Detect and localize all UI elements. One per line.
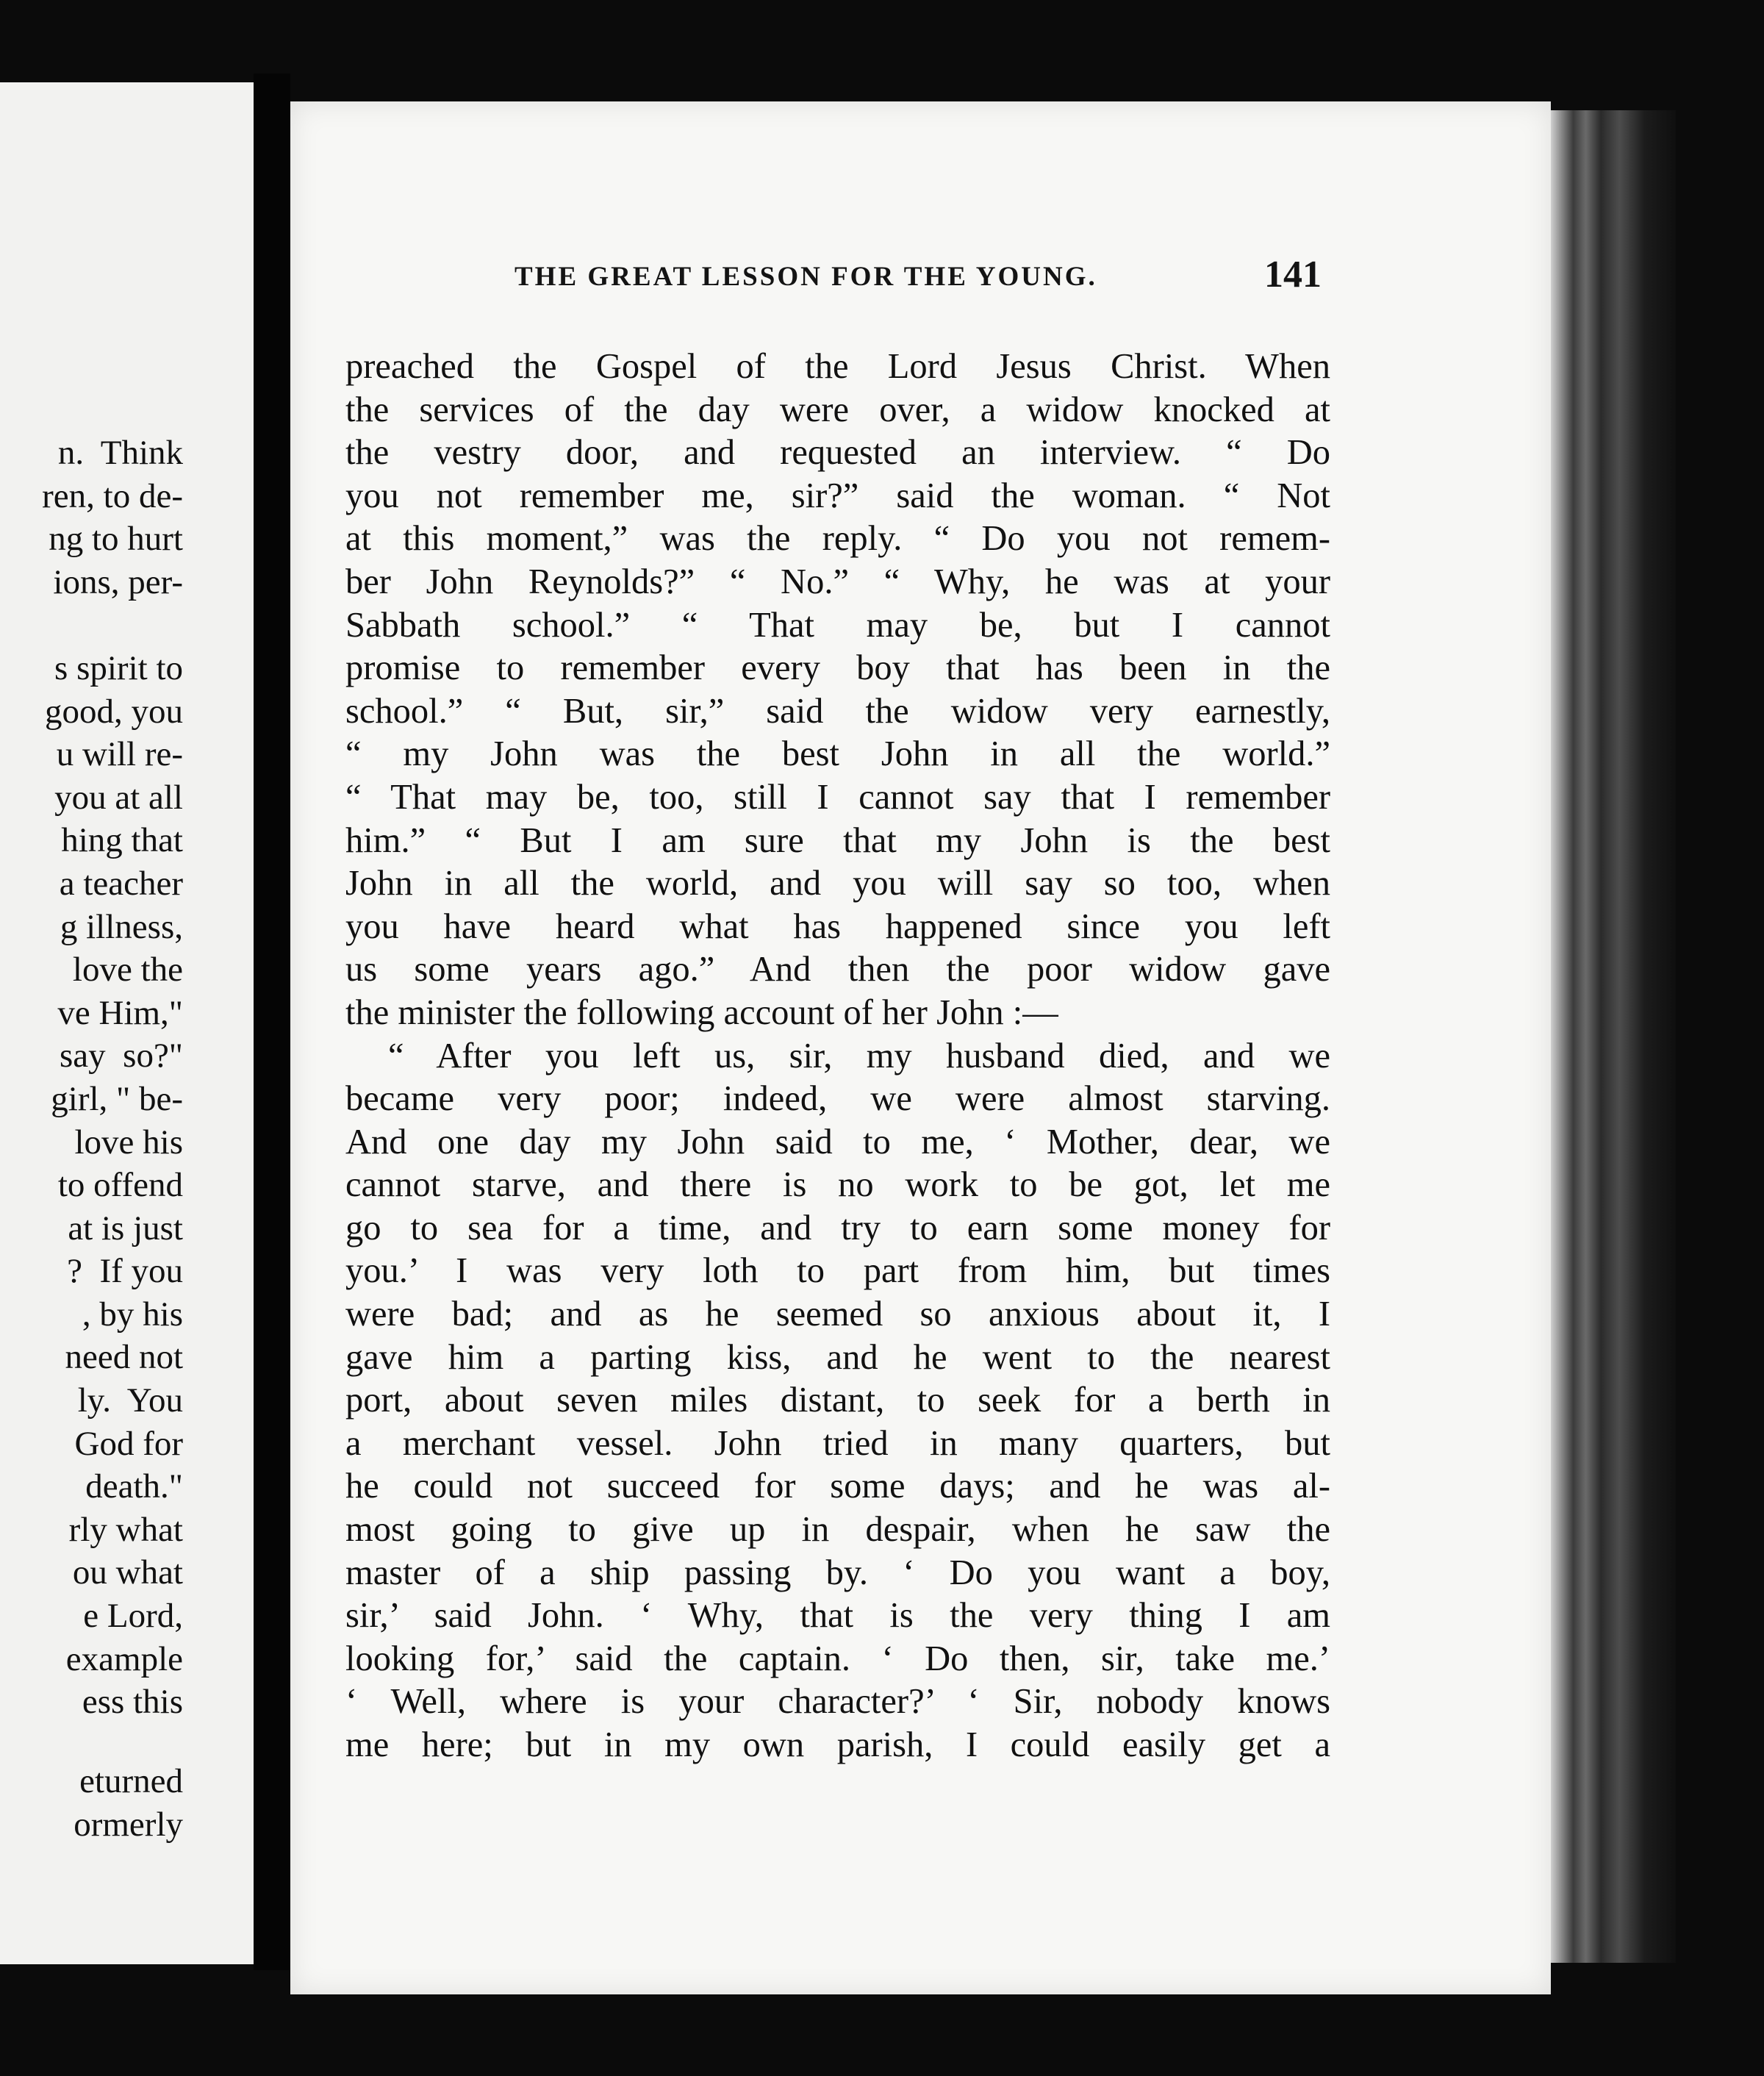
text-line: the services of the day were over, a widow knocked at xyxy=(345,390,1330,429)
text-line: And one day my John said to me, ‘ Mother, dear, we xyxy=(345,1122,1330,1162)
facing-page-text-lower: eturned ormerly xyxy=(74,1762,183,1844)
text-line: ‘ Well, where is your character?’ ‘ Sir, nobody knows xyxy=(345,1682,1330,1722)
text-line: you have heard what has happened since you left xyxy=(345,906,1330,946)
text-line: preached the Gospel of the Lord Jesus Christ. When xyxy=(345,347,1330,386)
page-edge-stack xyxy=(1551,110,1676,1963)
running-head: THE GREAT LESSON FOR THE YOUNG. xyxy=(514,262,1097,292)
text-line: him.” “ But I am sure that my John is the best xyxy=(345,820,1330,860)
text-line: us some years ago.” And then the poor widow gave xyxy=(345,950,1330,989)
facing-page-fragment xyxy=(0,82,255,1964)
text-line: the vestry door, and requested an interview. “ Do xyxy=(345,433,1330,473)
text-line: sir,’ said John. ‘ Why, that is the very thing I am xyxy=(345,1596,1330,1636)
text-line: became very poor; indeed, we were almost starving. xyxy=(345,1079,1330,1119)
facing-page-text-upper: n. Think ren, to de- ng to hurt ions, per- s spirit to good, you u will re- you at all hing that a teacher g illness, love the ve Him," say so?" girl, " be- love his to offend at is just ? If you , by his need not ly. You God for death." rly what ou what e Lord, example ess this xyxy=(42,434,183,1722)
text-line: port, about seven miles distant, to seek for a berth in xyxy=(345,1381,1330,1420)
text-line: the minister the following account of her John :— xyxy=(345,992,1058,1032)
text-line: school.” “ But, sir,” said the widow very earnestly, xyxy=(345,691,1330,731)
text-line: Sabbath school.” “ That may be, but I cannot xyxy=(345,605,1330,645)
text-line: ber John Reynolds?” “ No.” “ Why, he was at your xyxy=(345,562,1330,601)
text-line: looking for,’ said the captain. ‘ Do then, sir, take me.’ xyxy=(345,1639,1330,1678)
body-text xyxy=(345,346,1330,1767)
text-line: “ After you left us, sir, my husband died, and we xyxy=(388,1036,1330,1075)
text-line: most going to give up in despair, when he saw the xyxy=(345,1510,1330,1550)
text-line: gave him a parting kiss, and he went to the nearest xyxy=(345,1337,1330,1377)
page-number: 141 xyxy=(1264,254,1322,296)
text-line: were bad; and as he seemed so anxious about it, I xyxy=(345,1295,1330,1334)
text-line: “ That may be, too, still I cannot say that I remember xyxy=(345,777,1330,817)
text-line: go to sea for a time, and try to earn some money for xyxy=(345,1208,1330,1248)
text-line: John in all the world, and you will say so too, when xyxy=(345,864,1330,903)
text-line: at this moment,” was the reply. “ Do you not remem- xyxy=(345,519,1330,559)
text-line: cannot starve, and there is no work to be got, let me xyxy=(345,1165,1330,1205)
text-line: me here; but in my own parish, I could easily get a xyxy=(345,1725,1330,1764)
text-line: he could not succeed for some days; and he was al- xyxy=(345,1467,1330,1506)
text-line: “ my John was the best John in all the world.” xyxy=(345,734,1330,774)
text-line: you not remember me, sir?” said the woman. “ Not xyxy=(345,476,1330,515)
book-gutter xyxy=(254,74,290,1970)
text-line: master of a ship passing by. ‘ Do you want a boy, xyxy=(345,1553,1330,1592)
text-line: promise to remember every boy that has been in the xyxy=(345,648,1330,688)
text-line: you.’ I was very loth to part from him, but times xyxy=(345,1251,1330,1291)
text-line: a merchant vessel. John tried in many quarters, but xyxy=(345,1423,1330,1463)
